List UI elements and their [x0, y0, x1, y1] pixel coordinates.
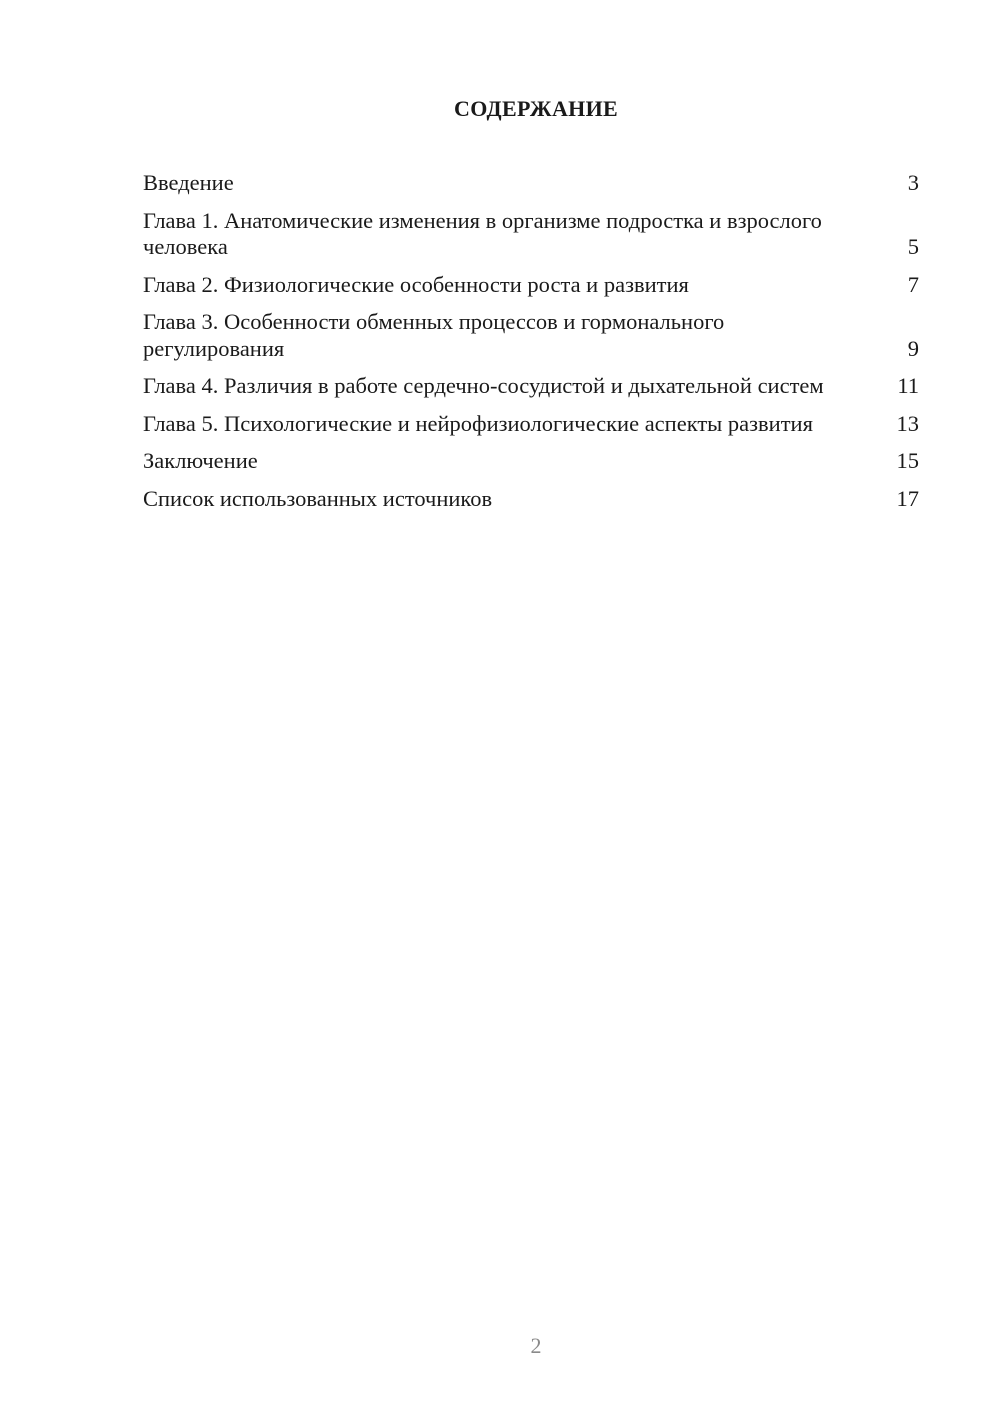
toc-entry-page: 9 — [907, 335, 919, 361]
toc-entry-page: 5 — [907, 234, 919, 259]
page-number: 2 — [530, 1333, 542, 1358]
toc-entry-text: Введение — [143, 170, 234, 195]
toc-entry-text: Глава 1. Анатомические изменения в организме подростка и взрослого человека — [143, 207, 822, 259]
toc-entry-chapter-3 — [143, 309, 919, 362]
toc-entry-page: 7 — [907, 271, 919, 297]
toc-entry-text: Глава 5. Психологические и нейрофизиологические аспекты развития — [143, 410, 813, 436]
toc-entry-text: Глава 4. Различия в работе сердечно-сосудистой и дыхательной систем — [143, 373, 824, 398]
toc-title: СОДЕРЖАНИЕ — [454, 96, 618, 121]
toc-entry-text: Глава 3. Особенности обменных процессов и гормонального регулирования — [143, 309, 725, 361]
toc-entry-page: 17 — [896, 485, 919, 511]
toc-entry-text: Заключение — [143, 448, 258, 473]
toc-entry-page: 3 — [907, 170, 919, 195]
toc-entry-page: 13 — [896, 410, 919, 436]
toc-entry-text: Список использованных источников — [143, 485, 493, 511]
toc-entry-chapter-5 — [143, 411, 919, 438]
toc-entry-page: 11 — [897, 373, 919, 398]
toc-entry-introduction — [143, 170, 919, 197]
toc-entry-chapter-4 — [143, 373, 919, 400]
toc-entry-conclusion — [143, 448, 919, 475]
toc-entry-chapter-1 — [143, 208, 919, 261]
toc-entry-references — [143, 486, 919, 513]
toc-list — [143, 170, 919, 523]
toc-entry-chapter-2 — [143, 272, 919, 299]
toc-entry-page: 15 — [896, 448, 919, 473]
toc-entry-text: Глава 2. Физиологические особенности роста и развития — [143, 271, 689, 297]
